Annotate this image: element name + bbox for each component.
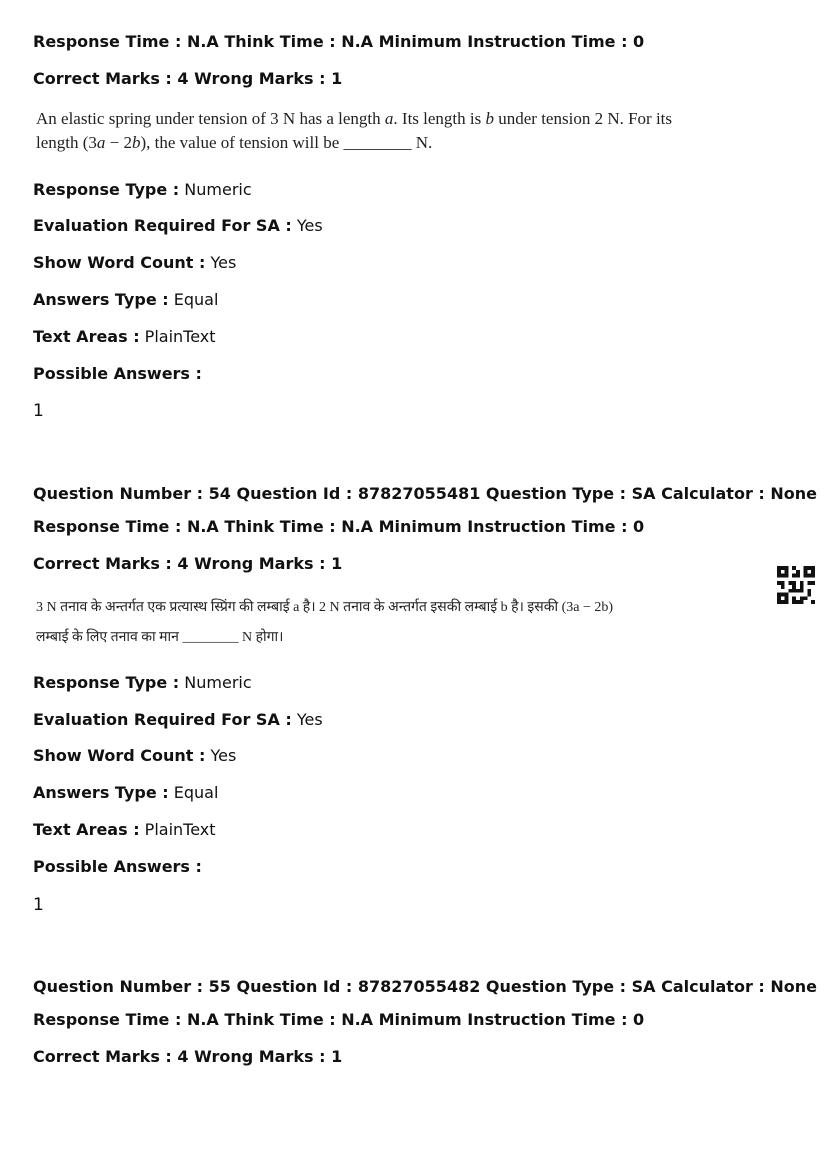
field-show-word-count: Show Word Count : Yes bbox=[33, 746, 237, 765]
field-possible-answers: Possible Answers : bbox=[33, 857, 202, 876]
marks-line: Correct Marks : 4 Wrong Marks : 1 bbox=[33, 69, 343, 88]
response-time-line: Response Time : N.A Think Time : N.A Minimum Instruction Time : 0 bbox=[33, 32, 645, 51]
field-answers-type: Answers Type : Equal bbox=[33, 783, 219, 802]
question-header-54: Question Number : 54 Question Id : 87827055481 Question Type : SA Calculator : None bbox=[33, 484, 817, 503]
marks-line: Correct Marks : 4 Wrong Marks : 1 bbox=[33, 1047, 343, 1066]
question-header-55: Question Number : 55 Question Id : 87827055482 Question Type : SA Calculator : None bbox=[33, 977, 817, 996]
question-text-line-1: An elastic spring under tension of 3 N has a length a. Its length is b under tension 2 N. For its bbox=[36, 109, 673, 128]
field-response-type: Response Type : Numeric bbox=[33, 673, 252, 692]
possible-answer-value: 1 bbox=[33, 895, 44, 915]
question-text-line-2: length (3a − 2b), the value of tension will be ________ N. bbox=[36, 133, 433, 152]
response-time-line: Response Time : N.A Think Time : N.A Minimum Instruction Time : 0 bbox=[33, 1010, 645, 1029]
field-evaluation-required: Evaluation Required For SA : Yes bbox=[33, 216, 323, 235]
possible-answer-value: 1 bbox=[33, 401, 44, 421]
response-time-line: Response Time : N.A Think Time : N.A Minimum Instruction Time : 0 bbox=[33, 517, 645, 536]
field-answers-type: Answers Type : Equal bbox=[33, 290, 219, 309]
marks-line: Correct Marks : 4 Wrong Marks : 1 bbox=[33, 554, 343, 573]
qr-code-icon bbox=[776, 566, 816, 604]
field-evaluation-required: Evaluation Required For SA : Yes bbox=[33, 710, 323, 729]
field-possible-answers: Possible Answers : bbox=[33, 364, 202, 383]
field-text-areas: Text Areas : PlainText bbox=[33, 820, 216, 839]
field-text-areas: Text Areas : PlainText bbox=[33, 327, 216, 346]
question-text-hindi-line-1: 3 N तनाव के अन्तर्गत एक प्रत्यास्थ स्प्रिंग की लम्बाई a है। 2 N तनाव के अन्तर्गत इसकी लम्बाई b है। इसकी (3a − 2b) bbox=[36, 600, 614, 615]
field-response-type: Response Type : Numeric bbox=[33, 180, 252, 199]
question-text-hindi-line-2: लम्बाई के लिए तनाव का मान ________ N होगा। bbox=[36, 630, 284, 645]
field-show-word-count: Show Word Count : Yes bbox=[33, 253, 237, 272]
